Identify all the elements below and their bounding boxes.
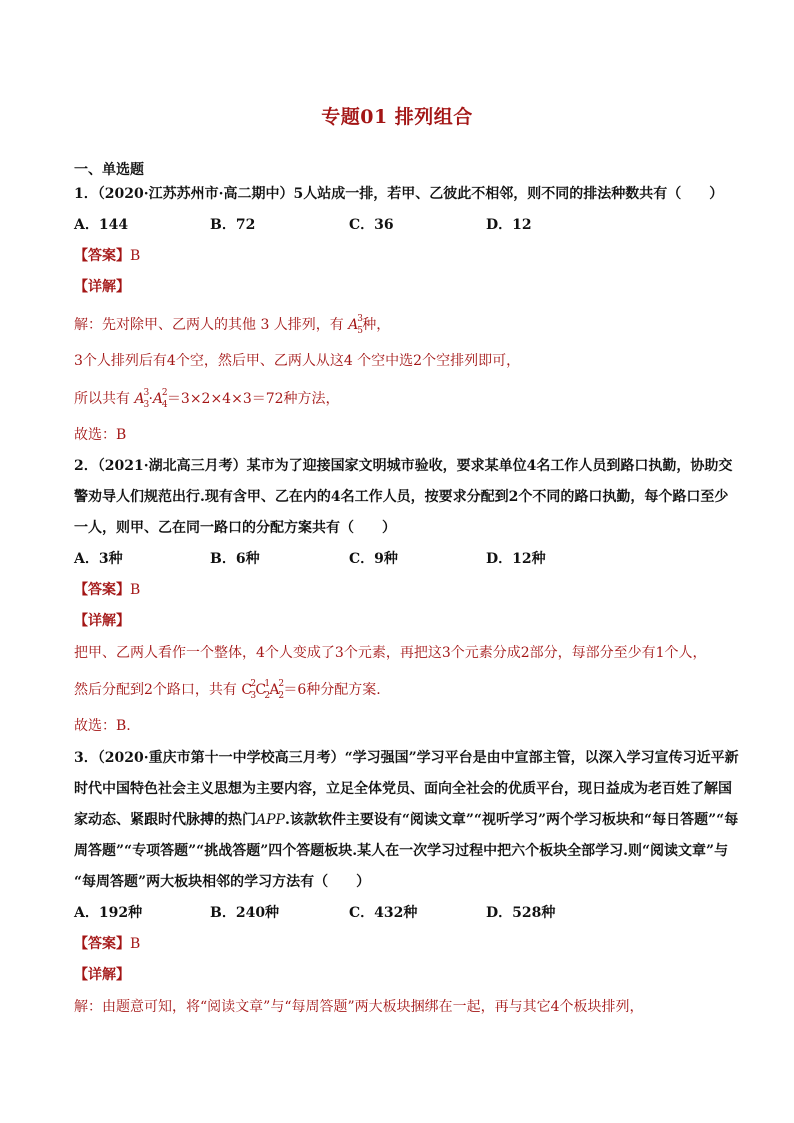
q3-stem3-text: 家动态、紧跟时代脉搏的热门 bbox=[74, 812, 256, 828]
q3-option-b: B．240种 bbox=[210, 905, 280, 921]
page-title: 专题01 排列组合 bbox=[321, 106, 473, 128]
q1-sol3-text-end: ＝3×2×4×3＝72种方法， bbox=[166, 391, 340, 407]
q2-detail-label: 【详解】 bbox=[74, 613, 130, 629]
q2-option-a: A．3种 bbox=[74, 551, 123, 567]
q1-answer bbox=[74, 246, 140, 266]
answer-value: B bbox=[130, 248, 141, 264]
q2-stem-line-3: 一人，则甲、乙在同一路口的分配方案共有（ ） bbox=[74, 520, 396, 536]
q2-stem-line-2: 警劝导人们规范出行.现有含甲、乙在内的4名工作人员，按要求分配到2个不同的路口执勤，每个路口至少 bbox=[74, 489, 729, 505]
formula-c32: C 2 3 bbox=[241, 679, 257, 701]
q2-solution-line-2 bbox=[74, 679, 381, 700]
formula-a53-b: A 3 3 bbox=[134, 388, 150, 410]
q2-sol2-text-end: ＝6种分配方案. bbox=[283, 682, 381, 698]
q3-option-c: C．432种 bbox=[349, 905, 418, 921]
q1-sol3-text: 所以共有 bbox=[74, 391, 135, 407]
q1-solution-line-1 bbox=[74, 314, 390, 335]
q3-option-d: D．528种 bbox=[486, 905, 556, 921]
q1-detail-label: 【详解】 bbox=[74, 279, 130, 295]
answer-label: 【答案】 bbox=[74, 936, 130, 952]
q1-option-a: A．144 bbox=[74, 217, 129, 233]
answer-value: B bbox=[130, 936, 141, 952]
q3-stem-line-2: 时代中国特色社会主义思想为主要内容，立足全体党员、面向全社会的优质平台，现日益成为老百姓了解国 bbox=[74, 781, 732, 797]
formula-a22: A 2 2 bbox=[269, 679, 285, 701]
q1-option-b: B．72 bbox=[210, 217, 256, 233]
q2-stem-line-1: 2．（2021·湖北高三月考）某市为了迎接国家文明城市验收，要求某单位4名工作人员到路口执勤，协助交 bbox=[74, 458, 733, 474]
q1-sol1-text-end: 种， bbox=[362, 317, 391, 333]
formula-a53: A 3 5 bbox=[348, 314, 363, 336]
q2-option-b: B．6种 bbox=[210, 551, 260, 567]
q3-stem-line-3 bbox=[74, 810, 738, 830]
q2-solution-line-1: 把甲、乙两人看作一个整体，4个人变成了3个元素，再把这3个元素分成2部分，每部分至少有1个人， bbox=[74, 645, 707, 661]
q3-stem-line-5: “每周答题”两大板块相邻的学习方法有（ ） bbox=[74, 874, 371, 890]
q1-option-d: D．12 bbox=[486, 217, 532, 233]
q3-stem-line-1: 3．（2020·重庆市第十一中学校高三月考）“学习强国”学习平台是由中宣部主管，以深入学习宣传习近平新 bbox=[74, 750, 739, 766]
q3-option-a: A．192种 bbox=[74, 905, 143, 921]
q2-answer bbox=[74, 580, 140, 600]
answer-label: 【答案】 bbox=[74, 248, 130, 264]
formula-a42: A 2 4 bbox=[152, 388, 168, 410]
answer-value: B bbox=[130, 582, 141, 598]
q1-solution-line-2: 3个人排列后有4个空，然后甲、乙两人从这4 个空中选2个空排列即可， bbox=[74, 353, 521, 369]
q3-detail-label: 【详解】 bbox=[74, 967, 130, 983]
answer-label: 【答案】 bbox=[74, 582, 130, 598]
q2-option-c: C．9种 bbox=[349, 551, 398, 567]
q1-option-c: C．36 bbox=[349, 217, 394, 233]
q3-stem3-text-end: .该款软件主要设有“阅读文章”“视听学习”两个学习板块和“每日答题”“每 bbox=[284, 812, 739, 828]
formula-c21: C 1 2 bbox=[255, 679, 271, 701]
q2-sol2-text: 然后分配到2个路口，共有 bbox=[74, 682, 242, 698]
q2-solution-line-3: 故选：B. bbox=[74, 718, 131, 734]
q1-solution-line-4: 故选：B bbox=[74, 427, 127, 443]
q1-sol1-text: 解：先对除甲、乙两人的其他 3 人排列，有 bbox=[74, 317, 349, 333]
q3-answer bbox=[74, 934, 140, 954]
q3-solution-line-1: 解：由题意可知，将“阅读文章”与“每周答题”两大板块捆绑在一起，再与其它4个板块排列， bbox=[74, 999, 644, 1015]
q3-stem-line-4: 周答题”“专项答题”“挑战答题”四个答题板块.某人在一次学习过程中把六个板块全部学习.则“阅读文章”与 bbox=[74, 843, 729, 859]
q3-app-term: APP bbox=[256, 812, 285, 828]
q2-option-d: D．12种 bbox=[486, 551, 546, 567]
section-heading: 一、单选题 bbox=[74, 162, 144, 178]
q1-stem: 1．（2020·江苏苏州市·高二期中）5人站成一排，若甲、乙彼此不相邻，则不同的排法种数共有（ ） bbox=[74, 186, 724, 202]
q1-solution-line-3: 所以共有 A 3 3 · A 2 4 ＝3×2×4×3＝72种方法， bbox=[74, 388, 340, 410]
